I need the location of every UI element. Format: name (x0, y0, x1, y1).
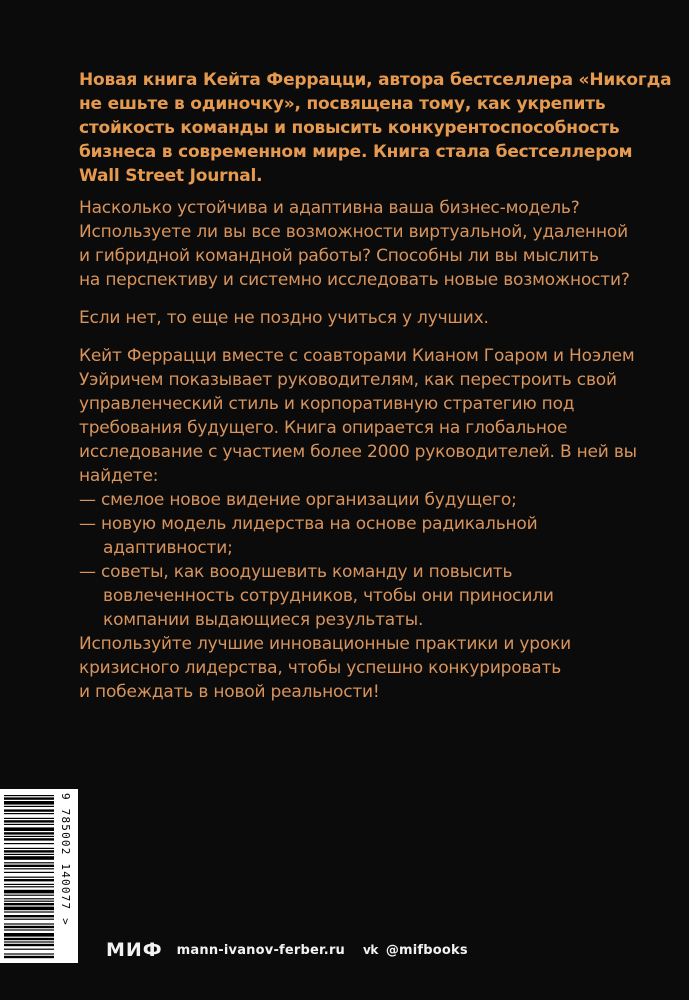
barcode-bar (4, 911, 54, 912)
lead-line: не ешьте в одиночку», посвящена тому, как укрепить (79, 94, 606, 114)
barcode-bar (4, 843, 54, 844)
barcode-bar (4, 856, 54, 860)
text-line: и гибридной командной работы? Способны ли вы мыслить (79, 246, 599, 266)
text-line: Используете ли вы все возможности виртуальной, удаленной (79, 222, 628, 242)
barcode-bar (4, 827, 54, 831)
barcode-bar (4, 813, 54, 814)
text-line: требования будущего. Книга опирается на глобальное (79, 418, 568, 438)
text-line: Уэйричем показывает руководителям, как перестроить свой (79, 370, 617, 390)
barcode-bar (4, 941, 54, 942)
lead-paragraph (79, 68, 672, 188)
barcode-bar (4, 801, 54, 805)
barcode-bar (4, 898, 54, 899)
bullet-continuation: вовлеченность сотрудников, чтобы они приносили (103, 586, 554, 606)
closing-paragraph (79, 632, 639, 704)
barcode-bar (4, 877, 54, 878)
isbn-number: 9 785002 140077 > (59, 793, 72, 926)
bullet-item: — советы, как воодушевить команду и повысить (79, 562, 513, 582)
bullet-item: — смелое новое видение организации будущего; (79, 490, 517, 510)
lead-line: Wall Street Journal. (79, 166, 263, 186)
barcode-bar (4, 848, 54, 849)
barcode-bar (4, 879, 54, 881)
barcode-bar (4, 919, 54, 920)
lead-line: Новая книга Кейта Феррацци, автора бестселлера «Никогда (79, 70, 672, 90)
lead-line: бизнеса в современном мире. Книга стала бестселлером (79, 142, 633, 162)
barcode-bar (4, 903, 54, 905)
barcode-bar (4, 795, 54, 796)
text-line: Кейт Феррацци вместе с соавторами Кианом Гоаром и Ноэлем (79, 346, 635, 366)
bullet-continuation: адаптивности; (103, 538, 233, 558)
questions-paragraph (79, 196, 639, 292)
learn-paragraph (79, 306, 639, 330)
barcode-bar (4, 938, 54, 940)
vk-icon: vk (363, 943, 378, 957)
lead-line: стойкость команды и повысить конкурентоспособность (79, 118, 620, 138)
barcode-bar (4, 868, 54, 869)
barcode-bar (4, 832, 54, 834)
barcode-bars (0, 789, 58, 963)
barcode-bar (4, 944, 54, 946)
barcode-bar (4, 862, 54, 863)
barcode-bar (4, 933, 54, 937)
barcode-bar (4, 850, 54, 852)
text-line: исследование с участием более 2000 руководителей. В ней вы (79, 442, 637, 462)
barcode-bar (4, 824, 54, 825)
bullet-continuation: компании выдающиеся результаты. (103, 610, 424, 630)
text-line: на перспективу и системно исследовать новые возможности? (79, 270, 630, 290)
barcode-bar (4, 907, 54, 911)
social-handle[interactable]: @mifbooks (385, 942, 468, 958)
barcode-bar (4, 901, 54, 902)
barcode-bar (4, 949, 54, 950)
barcode-bar (4, 915, 54, 917)
text-line: и побеждать в новой реальности! (79, 682, 380, 702)
text-line: Насколько устойчива и адаптивна ваша бизнес-модель? (79, 198, 580, 218)
barcode-bar (4, 818, 54, 819)
text-line: Если нет, то еще не поздно учиться у лучших. (79, 308, 489, 328)
barcode-bar (4, 809, 54, 811)
barcode-bar (4, 895, 54, 896)
text-line: Используйте лучшие инновационные практики и уроки (79, 634, 571, 654)
isbn-barcode (0, 789, 78, 963)
text-line: управленческий стиль и корпоративную стратегию под (79, 394, 575, 414)
barcode-bar (4, 886, 54, 887)
barcode-bar (4, 872, 54, 873)
publisher-footer (106, 938, 468, 962)
barcode-bar (4, 884, 54, 885)
barcode-bar (4, 797, 54, 799)
barcode-bar (4, 820, 54, 822)
barcode-bar (4, 953, 54, 954)
barcode-bar (4, 926, 54, 928)
publisher-logo: МИФ (106, 939, 163, 961)
barcode-bar (4, 923, 54, 924)
barcode-bar (4, 838, 54, 840)
text-line: найдете: (79, 466, 159, 486)
barcode-bar (4, 865, 54, 867)
barcode-bar (4, 929, 54, 930)
bullet-item: — новую модель лидерства на основе радикальной (79, 514, 538, 534)
barcode-bar (4, 836, 54, 837)
authors-paragraph (79, 344, 639, 632)
barcode-bar (4, 890, 54, 894)
barcode-bar (4, 854, 54, 855)
website-link[interactable]: mann-ivanov-ferber.ru (176, 942, 346, 958)
barcode-bar (4, 806, 54, 807)
text-line: кризисного лидерства, чтобы успешно конкурировать (79, 658, 562, 678)
barcode-bar (4, 956, 54, 958)
